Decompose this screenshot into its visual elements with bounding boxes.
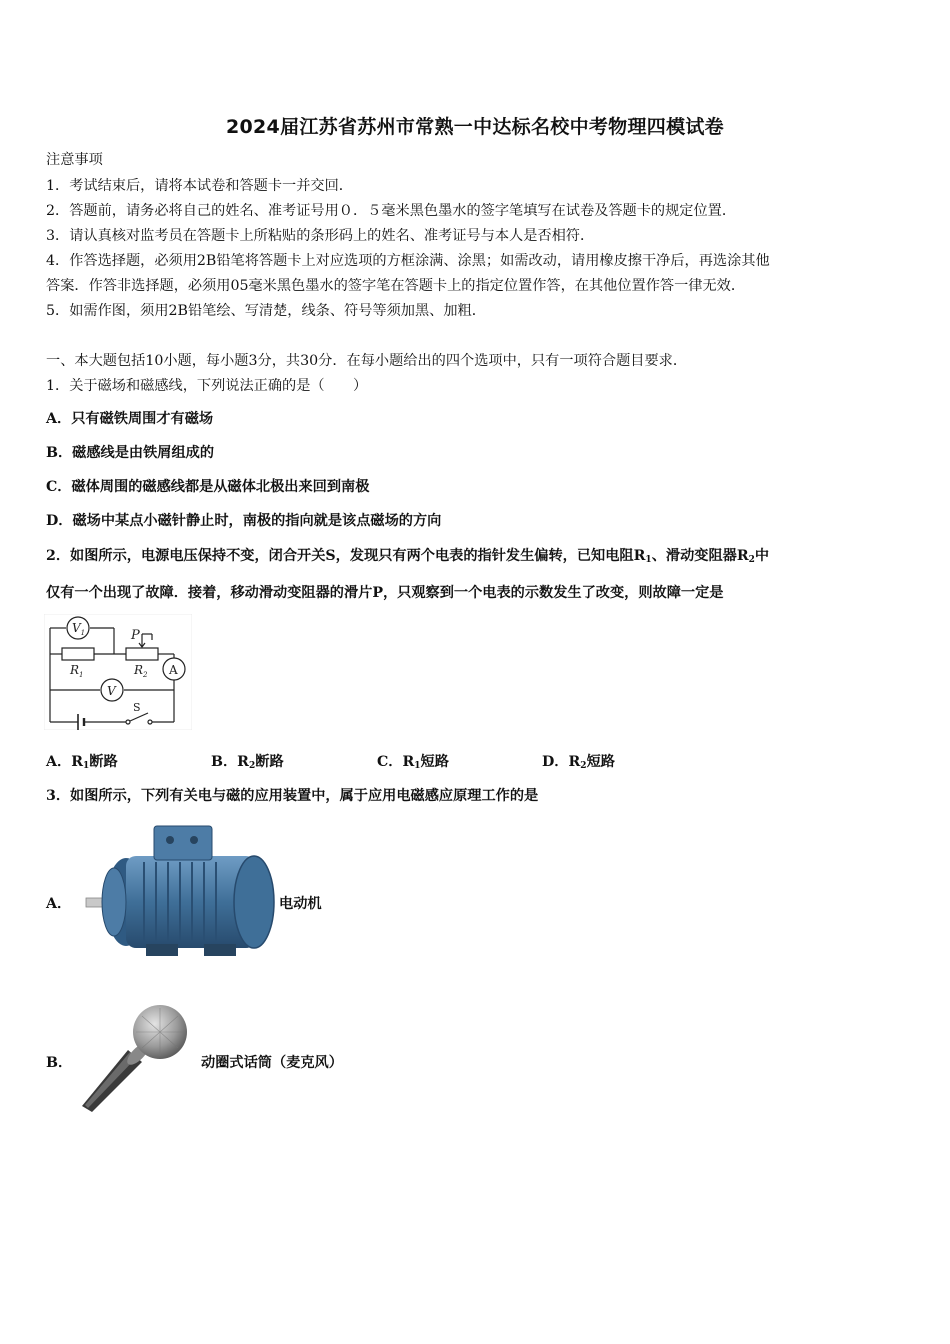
slider-p-label: P: [131, 628, 140, 643]
circuit-diagram: [44, 614, 192, 730]
ammeter-label: A: [169, 663, 178, 677]
question-3-option-a-letter: A．: [46, 896, 72, 912]
question-1-option-d: D．磁场中某点小磁针静止时，南极的指向就是该点磁场的方向: [46, 513, 442, 529]
resistor-r2-label: $R_2$: [134, 663, 148, 679]
notice-item: 3．请认真核对监考员在答题卡上所粘贴的条形码上的姓名、准考证号与本人是否相符．: [46, 228, 595, 244]
notice-item: 4．作答选择题，必须用2B铅笔将答题卡上对应选项的方框涂满、涂黑；如需改动，请用橡皮擦干净后，再选涂其他: [46, 253, 770, 269]
notice-item: 1．考试结束后，请将本试卷和答题卡一并交回．: [46, 178, 353, 194]
section-heading: 一、本大题包括10小题，每小题3分，共30分．在每小题给出的四个选项中，只有一项符合题目要求．: [46, 353, 688, 369]
notice-item: 2．答题前，请务必将自己的姓名、准考证号用０．５毫米黑色墨水的签字笔填写在试卷及答题卡的规定位置．: [46, 203, 737, 219]
question-2-stem-line1: 2．如图所示，电源电压保持不变，闭合开关S，发现只有两个电表的指针发生偏转，已知电阻$R_1$、滑动变阻器$R_2$中: [46, 548, 770, 565]
microphone-image: [76, 1000, 192, 1116]
voltmeter-label: V: [107, 684, 116, 698]
resistor-r1-label: $R_1$: [70, 663, 84, 679]
electric-motor-image: [84, 822, 278, 962]
question-2-option-d: D．$R_2$短路: [542, 754, 615, 771]
question-1-option-a: A．只有磁铁周围才有磁场: [46, 411, 214, 427]
question-2-option-b: B．$R_2$断路: [211, 754, 284, 771]
question-1-stem: 1．关于磁场和磁感线，下列说法正确的是（ ）: [46, 378, 368, 394]
notice-item: 答案．作答非选择题，必须用05毫米黑色墨水的签字笔在答题卡上的指定位置作答，在其他位置作答一律无效．: [46, 278, 746, 294]
question-2-option-c: C．$R_1$短路: [377, 754, 449, 771]
notice-item: 5．如需作图，须用2B铅笔绘、写清楚，线条、符号等须加黑、加粗．: [46, 303, 486, 319]
motor-caption: 电动机: [279, 896, 322, 912]
question-3-option-b-letter: B．: [46, 1055, 73, 1071]
question-2-stem-line2: 仅有一个出现了故障．接着，移动滑动变阻器的滑片P，只观察到一个电表的示数发生了改变，则故障一定是: [46, 585, 724, 601]
question-2-option-a: A．$R_1$断路: [46, 754, 118, 771]
microphone-caption: 动圈式话筒（麦克风）: [201, 1055, 343, 1071]
switch-s-label: S: [133, 701, 141, 714]
page-title: 2024届江苏省苏州市常熟一中达标名校中考物理四模试卷: [226, 116, 724, 138]
meter-v1-label: $V_1$: [72, 621, 86, 637]
question-1-option-c: C．磁体周围的磁感线都是从磁体北极出来回到南极: [46, 479, 370, 495]
notice-heading: 注意事项: [46, 152, 103, 168]
question-1-option-b: B．磁感线是由铁屑组成的: [46, 445, 215, 461]
question-3-stem: 3．如图所示，下列有关电与磁的应用装置中，属于应用电磁感应原理工作的是: [46, 788, 539, 804]
